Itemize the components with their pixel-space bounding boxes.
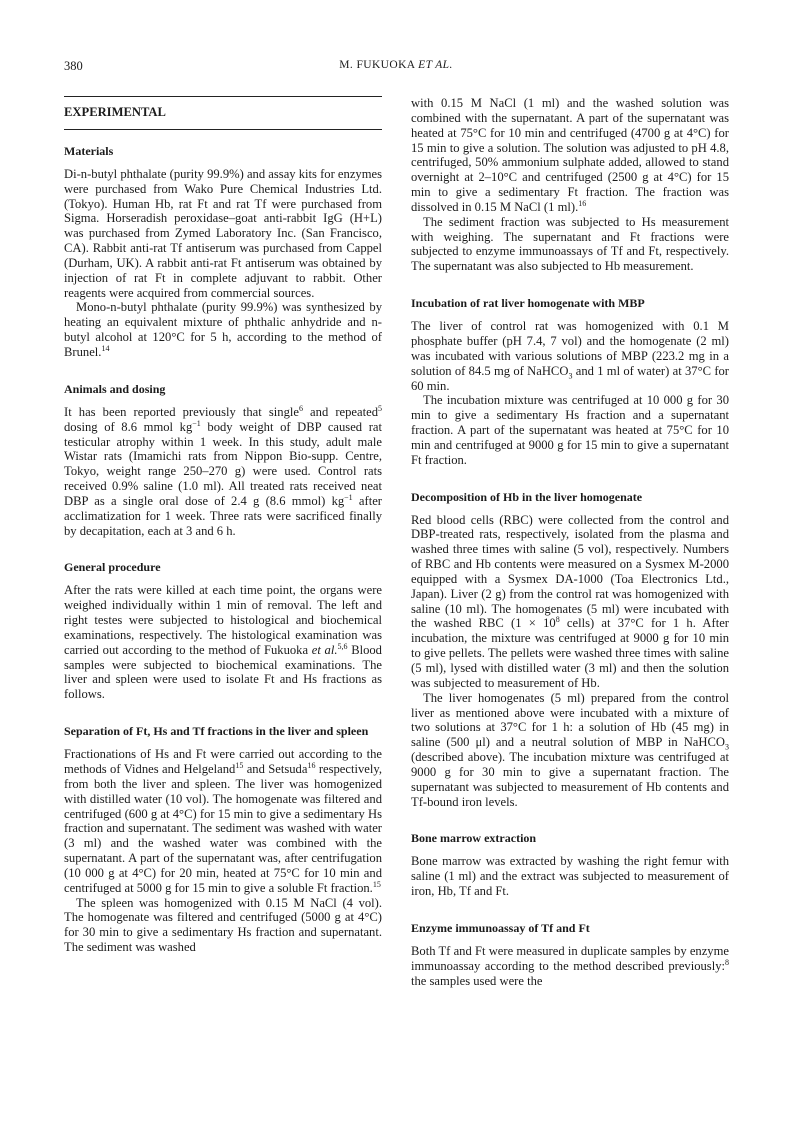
subscript: 3 (725, 742, 729, 752)
subscript: 3 (568, 371, 573, 381)
text-run: (described above). The incubation mixture was centrifuged at 9000 g for 30 min to give a supernatant fraction. The supernatant was subjected to measurement of Hb contents and Tf-bound iron levels. (411, 750, 729, 809)
text-run: After the rats were killed at each time point, the organs were weighed individually within 1 min of removal. The left and right testes were subjected to histological and biochemical examinations, respectively. The histological examination was carried out according to the method of Fukuoka (64, 583, 382, 657)
decomposition-heading: Decomposition of Hb in the liver homogenate (411, 489, 643, 504)
text-run: Red blood cells (RBC) were collected from the control and DBP-treated rats, respectively, isolated from the plasma and washed three times with saline (5 vol), respectively. Numbers of RBC and Hb contents were measured on a Sysmex M-2000 equipped with a Sysmex DA-1000 (Toa Electronics Ltd., Japan). Liver (2 g) from the control rat was homogenized with saline (10 ml). The homogenates (5 ml) were incubated with the washed RBC (1 × 10 (411, 512, 729, 631)
incubation-paragraph-1 (411, 319, 729, 393)
ref-sup: 5 (378, 403, 382, 413)
decomposition-paragraph-1 (411, 513, 729, 691)
materials-paragraph-1: Di-n-butyl phthalate (purity 99.9%) and assay kits for enzymes were purchased from Wako Pure Chemical Industries Ltd. (Tokyo). Human Hb, rat Ft and rat Tf were purchased from Sigma. Horseradish peroxidase–goat anti-rabbit IgG (H+L) was purchased from Zymed Laboratory Inc. (San Francisco, CA). Rabbit anti-rat Tf antiserum was purchased from Cappel (Durham, UK). A rabbit anti-rat Ft antiserum was obtained by injection of rat Ft in complete adjuvant to rabbit. Other reagents were acquired from commercial sources. (64, 166, 382, 300)
text-run: The liver of control rat was homogenized with 0.1 M phosphate buffer (pH 7.4, 7 vol) and the homogenate (2 ml) was incubated with various solutions of MBP (223.2 mg in a solution of 84.5 mg of NaHCO (411, 319, 729, 378)
animals-paragraph (64, 405, 382, 539)
text-run: after acclimatization for 1 week. Three rats were sacrificed finally by decapitation, each at 3 and 6 h. (64, 493, 382, 538)
ref-sup: 15 (372, 879, 381, 889)
running-head (0, 59, 792, 71)
text-run: It has been reported previously that single (64, 404, 299, 419)
ref-sup: 16 (307, 760, 316, 770)
page-number: 380 (64, 59, 83, 73)
ref-sup: 14 (101, 343, 110, 353)
text-run: dosing of 8.6 mmol kg (64, 419, 193, 434)
exponent-sup: −1 (192, 418, 201, 428)
text-run: cells) at 37°C for 1 h. After incubation, the mixture was centrifuged at 9000 g for 10 min to give pellets. The pellets were washed three times with saline (5 ml), lysed with distilled water (3 ml) and then the solution was subjected to measurement of Hb. (411, 616, 729, 690)
separation-paragraph-2: The spleen was homogenized with 0.15 M NaCl (4 vol). The homogenate was filtered and centrifuged (5000 g at 4°C) for 30 min to give a sedimentary Hs fraction and supernatant. The sediment was washed (64, 895, 382, 955)
materials-p2-text: Mono-n-butyl phthalate (purity 99.9%) was synthesized by heating an equivalent mixture of phthalic anhydride and n-butyl alcohol at 120°C for 5 h, according to the method of Brunel. (64, 300, 382, 359)
right-column (411, 96, 729, 989)
text-run: and Setsuda (243, 762, 308, 776)
ref-sup: 16 (578, 198, 587, 208)
ref-sup: 8 (725, 957, 729, 967)
text-run: Fractionations of Hs and Ft were carried out according to the methods of Vidnes and Helgeland (64, 747, 382, 776)
enzyme-immunoassay-heading: Enzyme immunoassay of Tf and Ft (411, 920, 590, 935)
ref-sup: 6 (298, 403, 303, 413)
materials-heading: Materials (64, 143, 114, 158)
text-run: Blood samples were subjected to biochemical examinations. The liver and spleen were used to isolate Ft and Hs fractions as follows. (64, 642, 382, 702)
exponent-sup: −1 (344, 492, 353, 502)
separation-paragraph-1 (64, 747, 382, 895)
bone-marrow-heading: Bone marrow extraction (411, 831, 537, 846)
incubation-heading: Incubation of rat liver homogenate with MBP (411, 296, 645, 311)
et-al-italic: et al. (311, 642, 338, 657)
animals-heading: Animals and dosing (64, 381, 166, 396)
text-run: and 1 ml of water) at 37°C for 60 min. (411, 363, 729, 393)
section-title: EXPERIMENTAL (64, 105, 166, 119)
text-run: the samples used were the (411, 973, 543, 988)
decomposition-paragraph-2 (411, 691, 729, 810)
running-head-etal: ET AL. (418, 59, 453, 71)
section-rule (64, 129, 382, 130)
bone-marrow-paragraph: Bone marrow was extracted by washing the right femur with saline (1 ml) and the extract was subjected to measurement of iron, Hb, Tf and Ft. (411, 854, 729, 899)
materials-paragraph-2 (64, 300, 382, 359)
ref-sup: 15 (235, 760, 244, 770)
top-rule (64, 96, 382, 97)
text-run: with 0.15 M NaCl (1 ml) and the washed solution was combined with the supernatant. A part of the supernatant was heated at 75°C for 10 min and centrifuged (4700 g at 4°C) for 15 min to give a solution. The solution was adjusted to pH 4.8, centrifuged, 50% ammonium sulphate added, allowed to stand overnight at 2–10°C and centrifuged (2500 g at 4°C) for 15 min to give a sedimentary Ft fraction. The fraction was dissolved in 0.15 M NaCl (1 ml). (411, 96, 729, 214)
continued-paragraph-1 (411, 96, 729, 215)
text-run: respectively, from both the liver and spleen. The liver was homogenized with distilled water (10 vol). The homogenate was filtered and centrifuged (600 g at 4°C) for 15 min to give a sedimentary Hs fraction and supernatant. The sediment was washed with water (3 ml) and the washed water was combined with the supernatant. A part of the supernatant was, after centrifugation (10 000 g at 4°C) for 20 min, heated at 75°C for 10 min and centrifuged at 5000 g for 15 min to give a soluble Ft fraction. (64, 762, 382, 895)
incubation-paragraph-2: The incubation mixture was centrifuged at 10 000 g for 30 min to give a sedimentary Hs fraction and a supernatant fraction. A part of the supernatant was heated at 75°C for 10 min and centrifuged at 9000 g for 15 min to give a supernatant Ft fraction. (411, 393, 729, 467)
text-run: body weight of DBP caused rat testicular atrophy within 1 week. In this study, adult male Wistar rats (Imamichi rats from Nippon Bio-supp. Centre, Tokyo, weight range 250–270 g) were used. Control rats received 0.9% saline (1.0 ml). All treated rats received neat DBP as a single oral dose of 2.4 g (8.6 mmol) kg (64, 419, 382, 508)
text-run: and repeated (302, 404, 378, 419)
separation-heading: Separation of Ft, Hs and Tf fractions in the liver and spleen (64, 724, 369, 739)
text-run: The liver homogenates (5 ml) prepared from the control liver as mentioned above were incubated with a mixture of two solutions at 37°C for 1 h: a solution of Hb (45 mg) in saline (500 μl) and a neutral solution of MBP in NaHCO (411, 690, 729, 750)
running-head-authors: M. FUKUOKA (339, 59, 415, 71)
general-procedure-heading: General procedure (64, 560, 161, 575)
general-procedure-paragraph (64, 583, 382, 702)
exponent-sup: 8 (555, 615, 560, 625)
ref-sup: 5,6 (337, 641, 348, 651)
left-column (64, 96, 382, 955)
enzyme-immunoassay-paragraph (411, 944, 729, 989)
continued-paragraph-2: The sediment fraction was subjected to Hs measurement with weighing. The supernatant and Ft fractions were subjected to enzyme immunoassays of Tf and Ft, respectively. The supernatant was also subjected to Hb measurement. (411, 214, 729, 274)
text-run: Both Tf and Ft were measured in duplicate samples by enzyme immunoassay according to the method described previously: (411, 943, 729, 973)
